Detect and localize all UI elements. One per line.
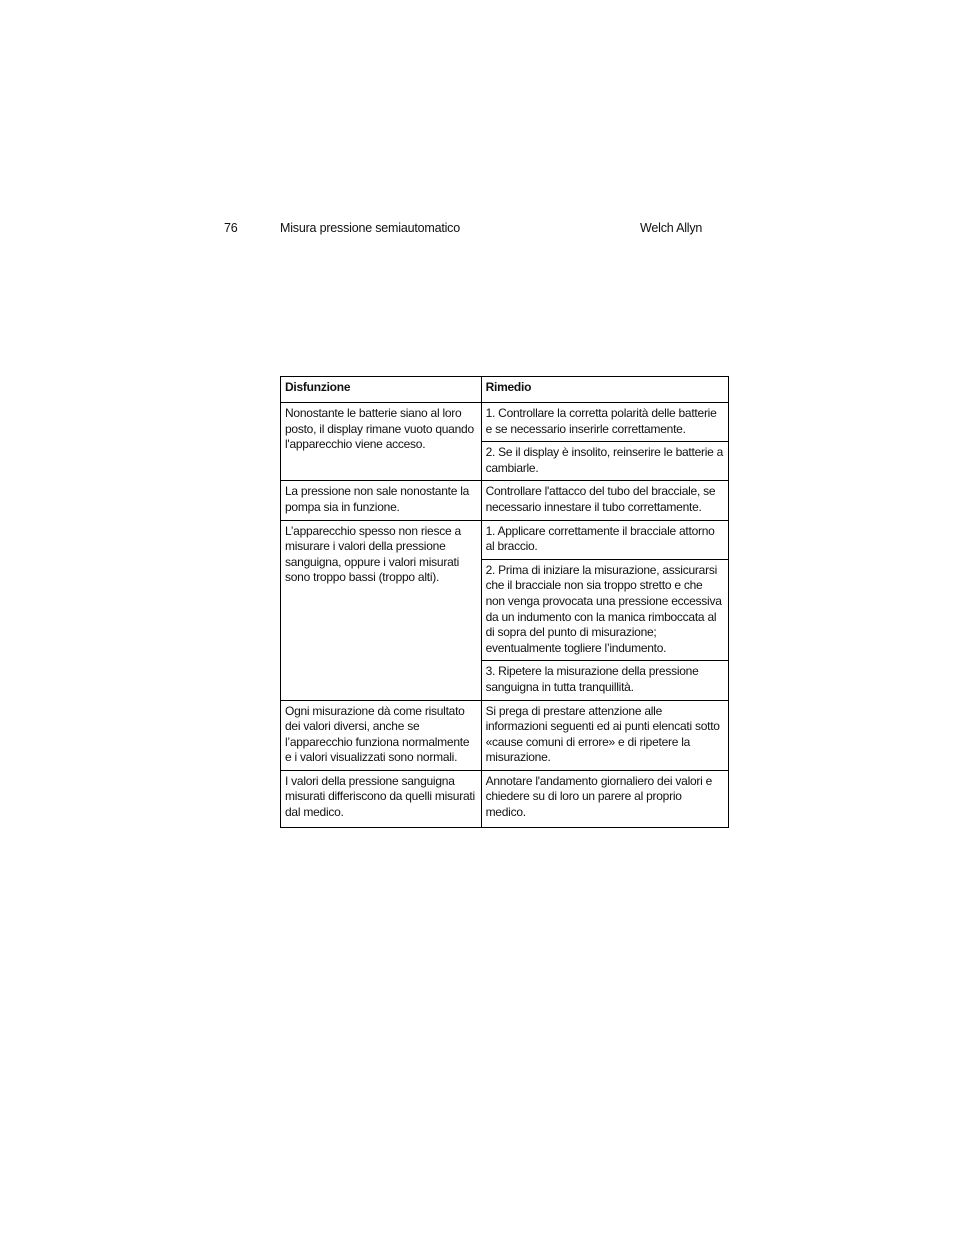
remedy-cell: 2. Se il display è insolito, reinserire le batterie a cambiarle.	[481, 442, 728, 481]
page-number: 76	[224, 221, 238, 235]
column-header-problem: Disfunzione	[281, 377, 482, 403]
remedy-cell: 3. Ripetere la misurazione della pressione sanguigna in tutta tranquillità.	[481, 661, 728, 700]
problem-cell: I valori della pressione sanguigna misurati differiscono da quelli misurati dal medico.	[281, 770, 482, 827]
remedy-cell: Si prega di prestare attenzione alle informazioni seguenti ed ai punti elencati sotto «cause comuni di errore» e di ripetere la misurazione.	[481, 700, 728, 770]
troubleshooting-table	[280, 376, 729, 828]
remedy-cell: 2. Prima di iniziare la misurazione, assicurarsi che il bracciale non sia troppo stretto e che non venga provocata una pressione eccessiva da un indumento con la manica rimboccata al di sopra del punto di misurazione; eventualmente togliere l’indumento.	[481, 559, 728, 661]
remedy-cell: 1. Applicare correttamente il bracciale attorno al braccio.	[481, 520, 728, 559]
problem-cell: La pressione non sale nonostante la pompa sia in funzione.	[281, 481, 482, 520]
problem-cell: L’apparecchio spesso non riesce a misurare i valori della pressione sanguigna, oppure i valori misurati sono troppo bassi (troppo alti).	[281, 520, 482, 700]
problem-cell: Ogni misurazione dà come risultato dei valori diversi, anche se l’apparecchio funziona normalmente e i valori visualizzati sono normali.	[281, 700, 482, 770]
problem-cell: Nonostante le batterie siano al loro posto, il display rimane vuoto quando l'apparecchio viene acceso.	[281, 403, 482, 481]
table-row	[281, 403, 729, 442]
page-header	[0, 221, 954, 239]
brand-name: Welch Allyn	[640, 221, 703, 235]
table-row	[281, 770, 729, 827]
table-row	[281, 520, 729, 559]
section-title: Misura pressione semiautomatico	[280, 221, 460, 235]
column-header-remedy: Rimedio	[481, 377, 728, 403]
remedy-cell: Annotare l'andamento giornaliero dei valori e chiedere su di loro un parere al proprio medico.	[481, 770, 728, 827]
remedy-cell: Controllare l'attacco del tubo del bracciale, se necessario innestare il tubo correttamente.	[481, 481, 728, 520]
table-row	[281, 481, 729, 520]
table-header-row	[281, 377, 729, 403]
table-row	[281, 700, 729, 770]
remedy-cell: 1. Controllare la corretta polarità delle batterie e se necessario inserirle correttamente.	[481, 403, 728, 442]
